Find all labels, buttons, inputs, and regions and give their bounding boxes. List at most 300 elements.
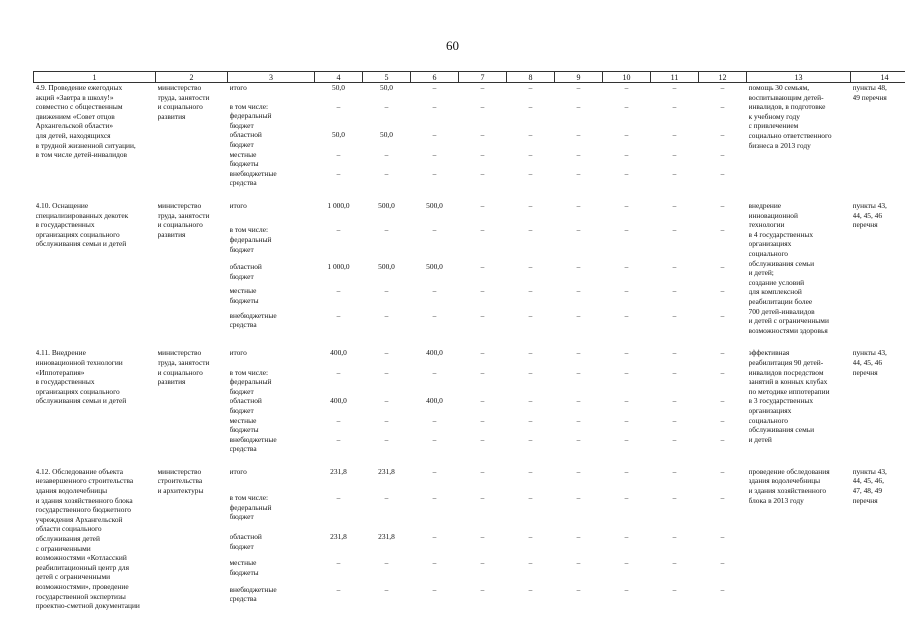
text-line: в том числе: [229, 101, 269, 111]
funding-value: – [336, 168, 341, 178]
expected-result-cell [747, 201, 851, 335]
text-line: воспитывающим детей- [748, 92, 824, 102]
text-line: пункты 43, [852, 201, 887, 211]
funding-value-cell [363, 348, 411, 367]
funding-source-cell [228, 396, 315, 415]
text-line: бюджет [229, 140, 254, 150]
funding-value-cell [555, 150, 603, 169]
text-line: итого [229, 83, 247, 92]
funding-value-cell [315, 130, 363, 149]
column-header: 4 [315, 72, 363, 83]
text-line: движением «Совет отцов [35, 111, 115, 121]
executor-cell [156, 467, 228, 611]
funding-value-cell [699, 435, 747, 454]
funding-value: – [672, 310, 677, 320]
funding-value: – [576, 558, 581, 568]
funding-value: – [528, 493, 533, 503]
funding-value: – [576, 201, 581, 211]
funding-value-cell [651, 286, 699, 310]
text-line: бюджеты [229, 568, 259, 578]
funding-value-cell [651, 396, 699, 415]
funding-value: – [720, 262, 725, 272]
column-header: 10 [603, 72, 651, 83]
funding-value-cell [699, 396, 747, 415]
text-line: по методике иппотерапии [748, 386, 830, 396]
funding-source-cell [228, 311, 315, 335]
page-number: 60 [446, 38, 459, 53]
funding-value-cell [651, 558, 699, 584]
funding-value-cell [315, 585, 363, 611]
funding-value-cell [411, 311, 459, 335]
funding-value: – [672, 434, 677, 444]
funding-value: – [720, 434, 725, 444]
funding-value: – [624, 149, 629, 159]
funding-value: – [624, 310, 629, 320]
funding-source-cell [228, 493, 315, 532]
text-line: труда, занятости [157, 210, 210, 220]
funding-value: – [480, 558, 485, 568]
funding-value: – [576, 396, 581, 406]
funding-value: – [336, 286, 341, 296]
text-line: строительства [157, 476, 203, 486]
funding-value: – [528, 262, 533, 272]
text-line: местные [229, 149, 257, 159]
funding-source-cell [228, 225, 315, 262]
funding-value: – [576, 348, 581, 358]
funding-value: 400,0 [426, 396, 443, 406]
text-line: областной [229, 130, 262, 140]
funding-value: – [672, 348, 677, 358]
funding-value: – [720, 286, 725, 296]
funding-value-cell [507, 311, 555, 335]
funding-value: 1 000,0 [327, 262, 350, 272]
funding-value: 50,0 [332, 83, 345, 92]
funding-value: – [528, 149, 533, 159]
funding-value: – [384, 286, 389, 296]
text-line: социально ответственного [748, 130, 832, 140]
funding-value: – [624, 83, 629, 92]
funding-value-cell [699, 262, 747, 286]
source-row [34, 348, 905, 367]
funding-value-cell [651, 493, 699, 532]
text-line: средства [229, 444, 257, 454]
funding-value-cell [555, 286, 603, 310]
funding-value: – [432, 130, 437, 140]
funding-value-cell [507, 286, 555, 310]
funding-value: – [576, 101, 581, 111]
funding-value: – [576, 149, 581, 159]
funding-value-cell [459, 311, 507, 335]
funding-value: – [384, 348, 389, 358]
funding-value: – [480, 83, 485, 92]
funding-value: – [720, 225, 725, 235]
funding-value-cell [459, 435, 507, 454]
text-line: внедрение [748, 201, 782, 211]
funding-value-cell [411, 348, 459, 367]
funding-value: – [720, 532, 725, 542]
text-line: в 3 государственных [748, 396, 814, 406]
funding-value: – [720, 466, 725, 476]
funding-value-cell [411, 585, 459, 611]
funding-value: – [528, 466, 533, 476]
text-line: инвалидов посредством [748, 367, 824, 377]
funding-value-cell [555, 348, 603, 367]
funding-value: – [384, 434, 389, 444]
funding-value: – [528, 434, 533, 444]
funding-value-cell [699, 83, 747, 102]
funding-value-cell [459, 150, 507, 169]
funding-value: – [624, 348, 629, 358]
funding-value: – [576, 466, 581, 476]
funding-source-cell [228, 102, 315, 131]
text-line: бюджет [229, 120, 254, 130]
funding-value: – [480, 149, 485, 159]
text-line: министерство [157, 201, 202, 211]
text-line: труда, занятости [157, 92, 210, 102]
funding-value: 400,0 [426, 348, 443, 358]
funding-value: – [720, 558, 725, 568]
text-line: организациях [748, 239, 792, 249]
funding-value-cell [363, 396, 411, 415]
funding-value-cell [315, 225, 363, 262]
text-line: перечня [852, 220, 878, 230]
text-line: перечня [852, 367, 878, 377]
funding-value-cell [651, 201, 699, 225]
funding-value: – [432, 584, 437, 594]
text-line: 4.10. Оснащение [35, 201, 89, 211]
text-line: с ограниченными [35, 543, 91, 553]
funding-value-cell [603, 348, 651, 367]
funding-value-cell [411, 396, 459, 415]
funding-value-cell [603, 262, 651, 286]
funding-value: – [576, 130, 581, 140]
text-line: бюджет [229, 541, 254, 551]
funding-value-cell [411, 169, 459, 188]
funding-value-cell [363, 368, 411, 397]
funding-value: 400,0 [330, 348, 347, 358]
funding-source-cell [228, 348, 315, 367]
funding-value-cell [411, 435, 459, 454]
text-line: совместно с общественным [35, 102, 123, 112]
text-line: областной [229, 532, 262, 542]
text-line: пункты 48, [852, 83, 887, 92]
text-line: социального [748, 415, 788, 425]
text-line: федеральный [229, 377, 272, 387]
funding-value: – [336, 558, 341, 568]
funding-value-cell [603, 493, 651, 532]
reference-cell [851, 83, 905, 189]
funding-value-cell [459, 368, 507, 397]
text-line: проектно-сметной документации [35, 601, 140, 611]
funding-value-cell [507, 150, 555, 169]
text-line: бюджет [229, 271, 254, 281]
funding-value: – [720, 367, 725, 377]
funding-value-cell [363, 585, 411, 611]
funding-value-cell [603, 435, 651, 454]
funding-value-cell [315, 83, 363, 102]
column-header: 8 [507, 72, 555, 83]
text-line: пункты 43, [852, 466, 887, 476]
funding-value-cell [603, 558, 651, 584]
text-line: областной [229, 262, 262, 272]
funding-value-cell [651, 83, 699, 102]
funding-value-cell [459, 348, 507, 367]
funding-value-cell [699, 368, 747, 397]
text-line: 44, 45, 46 [852, 210, 883, 220]
funding-value: – [480, 532, 485, 542]
funding-value: 500,0 [378, 201, 395, 211]
funding-value-cell [555, 585, 603, 611]
text-line: министерство [157, 83, 202, 92]
funding-value-cell [699, 169, 747, 188]
funding-value-cell [507, 368, 555, 397]
funding-value-cell [699, 532, 747, 558]
funding-value-cell [603, 83, 651, 102]
expected-result-cell [747, 348, 851, 454]
text-line: организациях [748, 405, 792, 415]
funding-value-cell [651, 467, 699, 493]
text-line: бюджет [229, 244, 254, 254]
funding-value: 400,0 [330, 396, 347, 406]
text-line: бизнеса в 2013 году [748, 140, 811, 150]
text-line: 47, 48, 49 [852, 486, 883, 496]
text-line: для детей, находящихся [35, 130, 111, 140]
funding-value-cell [411, 467, 459, 493]
funding-value-cell [363, 435, 411, 454]
funding-value: – [576, 415, 581, 425]
text-line: федеральный [229, 235, 272, 245]
funding-value-cell [315, 348, 363, 367]
text-line: бюджеты [229, 296, 259, 306]
funding-value-cell [651, 435, 699, 454]
funding-value-cell [555, 311, 603, 335]
funding-value-cell [411, 225, 459, 262]
text-line: обслуживания семьи [748, 425, 815, 435]
funding-value-cell [651, 311, 699, 335]
funding-value-cell [363, 150, 411, 169]
funding-value: – [624, 101, 629, 111]
funding-value: – [480, 130, 485, 140]
funding-value-cell [555, 532, 603, 558]
text-line: и социального [157, 367, 203, 377]
funding-value-cell [459, 396, 507, 415]
text-line: 4.11. Внедрение [35, 348, 86, 358]
funding-value-cell [507, 201, 555, 225]
funding-value: – [432, 558, 437, 568]
funding-value: – [672, 101, 677, 111]
gap-cell [34, 454, 905, 467]
funding-value: – [432, 310, 437, 320]
funding-value: – [624, 584, 629, 594]
funding-value: – [336, 434, 341, 444]
funding-value-cell [555, 558, 603, 584]
funding-value: – [384, 396, 389, 406]
text-line: обслуживания семьи и детей [35, 239, 127, 249]
funding-value-cell [363, 416, 411, 435]
funding-value-cell [315, 262, 363, 286]
funding-value-cell [363, 493, 411, 532]
funding-value: – [576, 584, 581, 594]
text-line: и социального [157, 220, 203, 230]
funding-value: – [528, 130, 533, 140]
text-line: министерство [157, 466, 202, 476]
text-line: социального [748, 249, 788, 258]
funding-value: – [624, 262, 629, 272]
text-line: инвалидов, в подготовке [748, 102, 826, 112]
funding-value-cell [507, 102, 555, 131]
funding-value: – [384, 101, 389, 111]
funding-value: – [480, 466, 485, 476]
text-line: реабилитации более [748, 296, 813, 306]
funding-value: – [720, 149, 725, 159]
column-header: 11 [651, 72, 699, 83]
funding-value: 231,8 [330, 466, 347, 476]
text-line: и здания хозяйственного блока [35, 495, 133, 505]
funding-value-cell [363, 130, 411, 149]
measure-title-cell [34, 348, 156, 454]
funding-value: – [624, 415, 629, 425]
text-line: внебюджетные [229, 584, 277, 594]
text-line: бюджет [229, 512, 254, 522]
text-line: федеральный [229, 111, 272, 121]
funding-value-cell [411, 130, 459, 149]
funding-value-cell [315, 396, 363, 415]
funding-value-cell [315, 102, 363, 131]
funding-value: – [528, 396, 533, 406]
funding-value: – [528, 101, 533, 111]
text-line: 700 детей-инвалидов [748, 306, 815, 316]
funding-value-cell [459, 225, 507, 262]
funding-value-cell [363, 532, 411, 558]
funding-value-cell [651, 130, 699, 149]
column-header: 2 [156, 72, 228, 83]
text-line: инновационной технологии [35, 357, 123, 367]
funding-value: – [432, 434, 437, 444]
funding-value-cell [603, 225, 651, 262]
source-row [34, 83, 905, 102]
text-line: и архитектуры [157, 486, 204, 496]
text-line: итого [229, 348, 247, 358]
funding-value: – [672, 584, 677, 594]
funding-value-cell [507, 348, 555, 367]
funding-value-cell [507, 493, 555, 532]
text-line: Архангельской области» [35, 121, 114, 131]
funding-value-cell [315, 368, 363, 397]
text-line: в том числе детей-инвалидов [35, 150, 128, 160]
funding-value: – [432, 493, 437, 503]
funding-value-cell [603, 416, 651, 435]
funding-value-cell [555, 493, 603, 532]
funding-value: – [672, 415, 677, 425]
funding-value-cell [651, 532, 699, 558]
funding-value-cell [411, 368, 459, 397]
expected-result-cell [747, 467, 851, 611]
funding-value-cell [411, 286, 459, 310]
text-line: 44, 45, 46, [852, 476, 884, 486]
funding-source-cell [228, 585, 315, 611]
funding-value-cell [699, 130, 747, 149]
funding-source-cell [228, 83, 315, 102]
funding-value-cell [459, 83, 507, 102]
gap-cell [34, 335, 905, 348]
funding-value: – [432, 225, 437, 235]
text-line: и детей с ограниченными [748, 316, 829, 326]
funding-value-cell [699, 585, 747, 611]
funding-value-cell [363, 262, 411, 286]
text-line: обслуживания семьи и детей [35, 396, 127, 406]
funding-value-cell [603, 532, 651, 558]
funding-source-cell [228, 286, 315, 310]
text-line: реабилитационный центр для [35, 562, 129, 572]
funding-value-cell [507, 532, 555, 558]
text-line: организациях социального [35, 386, 120, 396]
funding-value-cell [603, 311, 651, 335]
text-line: для комплексной [748, 287, 802, 297]
funding-value-cell [555, 396, 603, 415]
text-line: развития [157, 111, 186, 121]
funding-value: 500,0 [426, 262, 443, 272]
funding-value-cell [363, 286, 411, 310]
funding-value-cell [411, 416, 459, 435]
funding-value: – [336, 493, 341, 503]
funding-value-cell [651, 102, 699, 131]
funding-value-cell [651, 225, 699, 262]
funding-value: – [672, 262, 677, 272]
text-line: акций «Завтра в школу!» [35, 92, 114, 102]
funding-value-cell [699, 225, 747, 262]
funding-value: – [384, 415, 389, 425]
funding-value: – [432, 532, 437, 542]
row-gap [34, 188, 905, 201]
funding-value: – [384, 225, 389, 235]
text-line: технологии [748, 220, 785, 230]
funding-value: – [720, 396, 725, 406]
funding-value-cell [459, 286, 507, 310]
funding-value-cell [507, 416, 555, 435]
text-line: «Иппотерапия» [35, 367, 85, 377]
funding-value-cell [507, 467, 555, 493]
measure-title-cell [34, 467, 156, 611]
funding-value-cell [459, 493, 507, 532]
text-line: и здания хозяйственного [748, 486, 827, 496]
funding-value: – [528, 415, 533, 425]
funding-value-cell [411, 83, 459, 102]
funding-source-cell [228, 150, 315, 169]
text-line: 49 перечня [852, 92, 887, 102]
text-line: с привлечением [748, 121, 799, 131]
funding-value: – [672, 130, 677, 140]
funding-value: – [720, 168, 725, 178]
funding-value-cell [459, 262, 507, 286]
text-line: 4.12. Обследование объекта [35, 466, 124, 476]
funding-value: 500,0 [426, 201, 443, 211]
funding-value: – [528, 348, 533, 358]
funding-value-cell [555, 467, 603, 493]
text-line: организациях социального [35, 229, 120, 239]
funding-value: – [528, 168, 533, 178]
text-line: незавершенного строительства [35, 476, 134, 486]
funding-value-cell [555, 416, 603, 435]
text-line: в государственных [35, 377, 95, 387]
text-line: в государственных [35, 220, 95, 230]
funding-value: – [480, 396, 485, 406]
text-line: бюджеты [229, 159, 259, 169]
funding-value: – [576, 367, 581, 377]
executor-cell [156, 348, 228, 454]
funding-value-cell [411, 150, 459, 169]
funding-value-cell [651, 416, 699, 435]
column-header: 3 [228, 72, 315, 83]
